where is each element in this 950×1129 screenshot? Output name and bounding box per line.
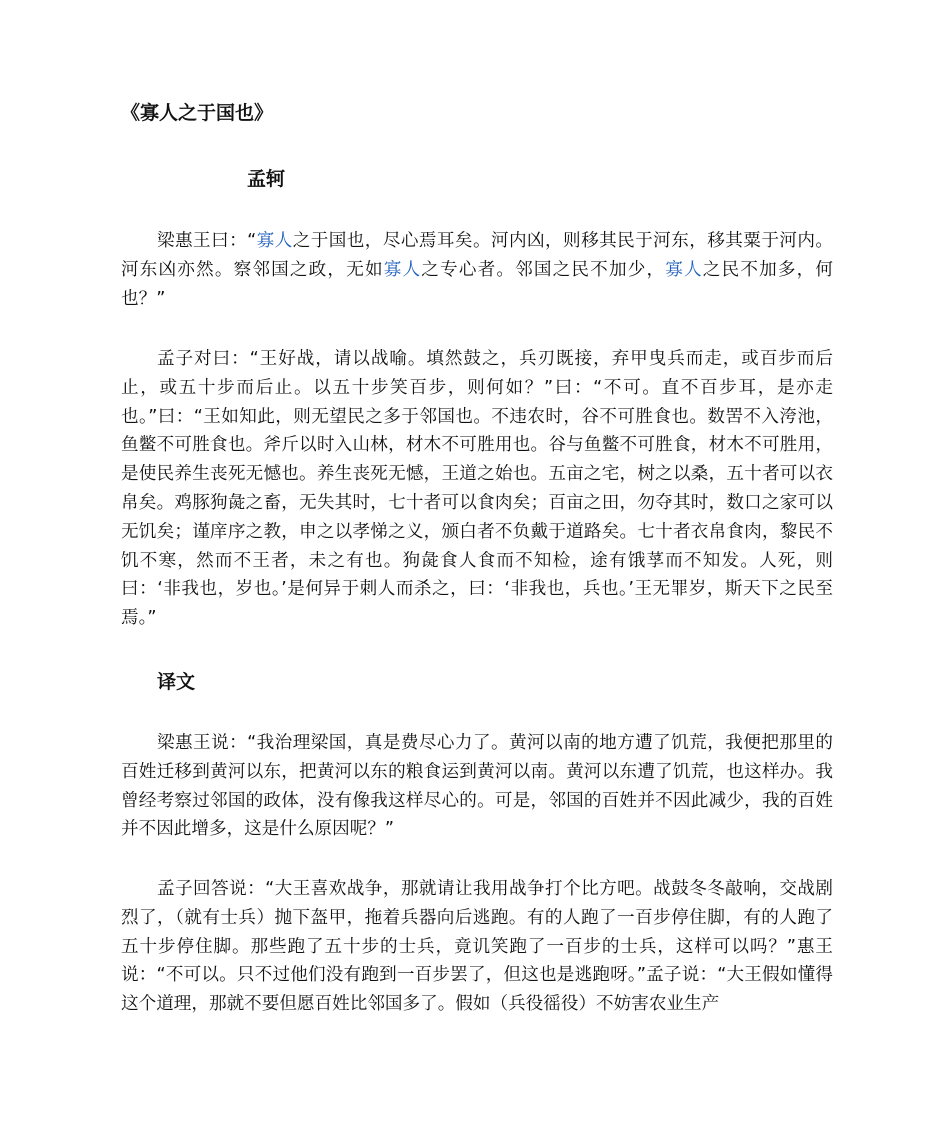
text-run: 之于国也，尽心焉耳矣。河内凶，则移其民于河东，移其粟于河内。河东凶亦然。察邻国之政，无如: [121, 231, 833, 280]
paragraph-translation-2: 孟子回答说：“大王喜欢战争，那就请让我用战争打个比方吧。战鼓冬冬敲响，交战剧烈了，（就有士兵）抛下盔甲，拖着兵器向后逃跑。有的人跑了一百步停住脚，有的人跑了五十步停住脚。那些跑了五十步的士兵，竟讥笑跑了一百步的士兵，这样可以吗？”惠王说：“不可以。只不过他们没有跑到一百步罢了，但这也是逃跑呀。”孟子说：“大王假如懂得这个道理，那就不要但愿百姓比邻国多了。假如（兵役徭役）不妨害农业生产: [121, 879, 833, 1015]
text-run: 梁惠王曰：“: [157, 231, 257, 251]
paragraph-original-2: 孟子对曰：“王好战，请以战喻。填然鼓之，兵刃既接，弃甲曳兵而走，或百步而后止，或五十步而后止。以五十步笑百步，则何如？”曰：“不可。直不百步耳，是亦走也。”曰：“王如知此，则无望民之多于邻国也。不违农时，谷不可胜食也。数罟不入洿池，鱼鳖不可胜食也。斧斤以时入山林，材木不可胜用也。谷与鱼鳖不可胜食，材木不可胜用，是使民养生丧死无憾也。养生丧死无憾，王道之始也。五亩之宅，树之以桑，五十者可以衣帛矣。鸡豚狗彘之畜，无失其时，七十者可以食肉矣；百亩之田，勿夺其时，数口之家可以无饥矣；谨庠序之教，申之以孝悌之义，颁白者不负戴于道路矣。七十者衣帛食肉，黎民不饥不寒，然而不王者，未之有也。狗彘食人食而不知检，途有饿莩而不知发。人死，则曰：‘非我也，岁也。’是何异于刺人而杀之，曰：‘非我也，兵也。’王无罪岁，斯天下之民至焉。”: [121, 349, 833, 629]
paragraph-translation-1: 梁惠王说：“我治理梁国，真是费尽心力了。黄河以南的地方遭了饥荒，我便把那里的百姓迁移到黄河以东，把黄河以东的粮食运到黄河以南。黄河以东遭了饥荒，也这样办。我曾经考察过邻国的政体，没有像我这样尽心的。可是，邻国的百姓并不因此减少，我的百姓并不因此增多，这是什么原因呢？”: [121, 733, 833, 840]
author-name: 孟轲: [247, 168, 286, 190]
paragraph-original-1: [121, 227, 833, 313]
highlighted-term[interactable]: 寡人: [383, 259, 422, 280]
highlighted-term[interactable]: 寡人: [665, 259, 703, 280]
text-run: 之专心者。邻国之民不加少，: [421, 259, 666, 280]
section-heading-translation: 译文: [157, 671, 196, 693]
text-run: 之民不加多，何也？”: [121, 259, 833, 309]
document-title: 《寡人之于国也》: [121, 102, 274, 124]
highlighted-term[interactable]: 寡人: [256, 231, 293, 251]
